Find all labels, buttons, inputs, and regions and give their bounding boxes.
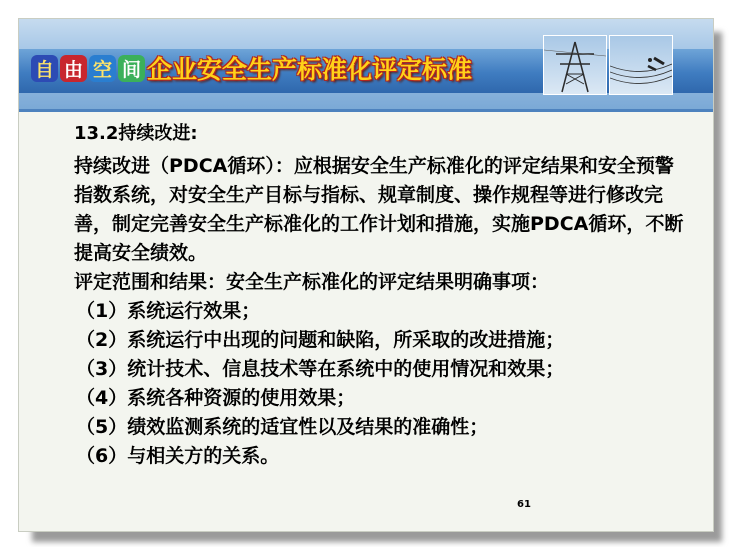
logo-char-4: 间 xyxy=(118,55,145,82)
slide-title: 企业安全生产标准化评定标准 xyxy=(147,55,473,84)
power-line-icon xyxy=(609,35,673,95)
slide-header xyxy=(19,19,713,112)
section-title: 13.2持续改进: xyxy=(74,123,198,144)
list-item: （6）与相关方的关系。 xyxy=(76,445,280,467)
list-item: （3）统计技术、信息技术等在系统中的使用情况和效果； xyxy=(76,358,565,380)
list-item: （1）系统运行效果； xyxy=(76,300,261,322)
slide-content xyxy=(74,119,686,471)
page-number: 61 xyxy=(517,499,531,510)
logo-char-2: 由 xyxy=(60,55,87,82)
logo-char-3: 空 xyxy=(89,55,116,82)
paragraph-pdca: 持续改进（PDCA循环）：应根据安全生产标准化的评定结果和安全预警指数系统，对安全生产目标与指标、规章制度、操作规程等进行修改完善，制定完善安全生产标准化的工作计划和措施，实施PDCA循环，不断提高安全绩效。 xyxy=(74,155,684,264)
slide xyxy=(18,18,714,532)
list-item: （5）绩效监测系统的适宜性以及结果的准确性； xyxy=(76,416,489,438)
paragraph-scope: 评定范围和结果：安全生产标准化的评定结果明确事项： xyxy=(74,271,550,293)
list-item: （2）系统运行中出现的问题和缺陷，所采取的改进措施； xyxy=(76,329,565,351)
logo xyxy=(31,55,145,85)
transmission-tower-icon xyxy=(543,35,607,95)
list-item: （4）系统各种资源的使用效果； xyxy=(76,387,356,409)
logo-char-1: 自 xyxy=(31,55,58,82)
